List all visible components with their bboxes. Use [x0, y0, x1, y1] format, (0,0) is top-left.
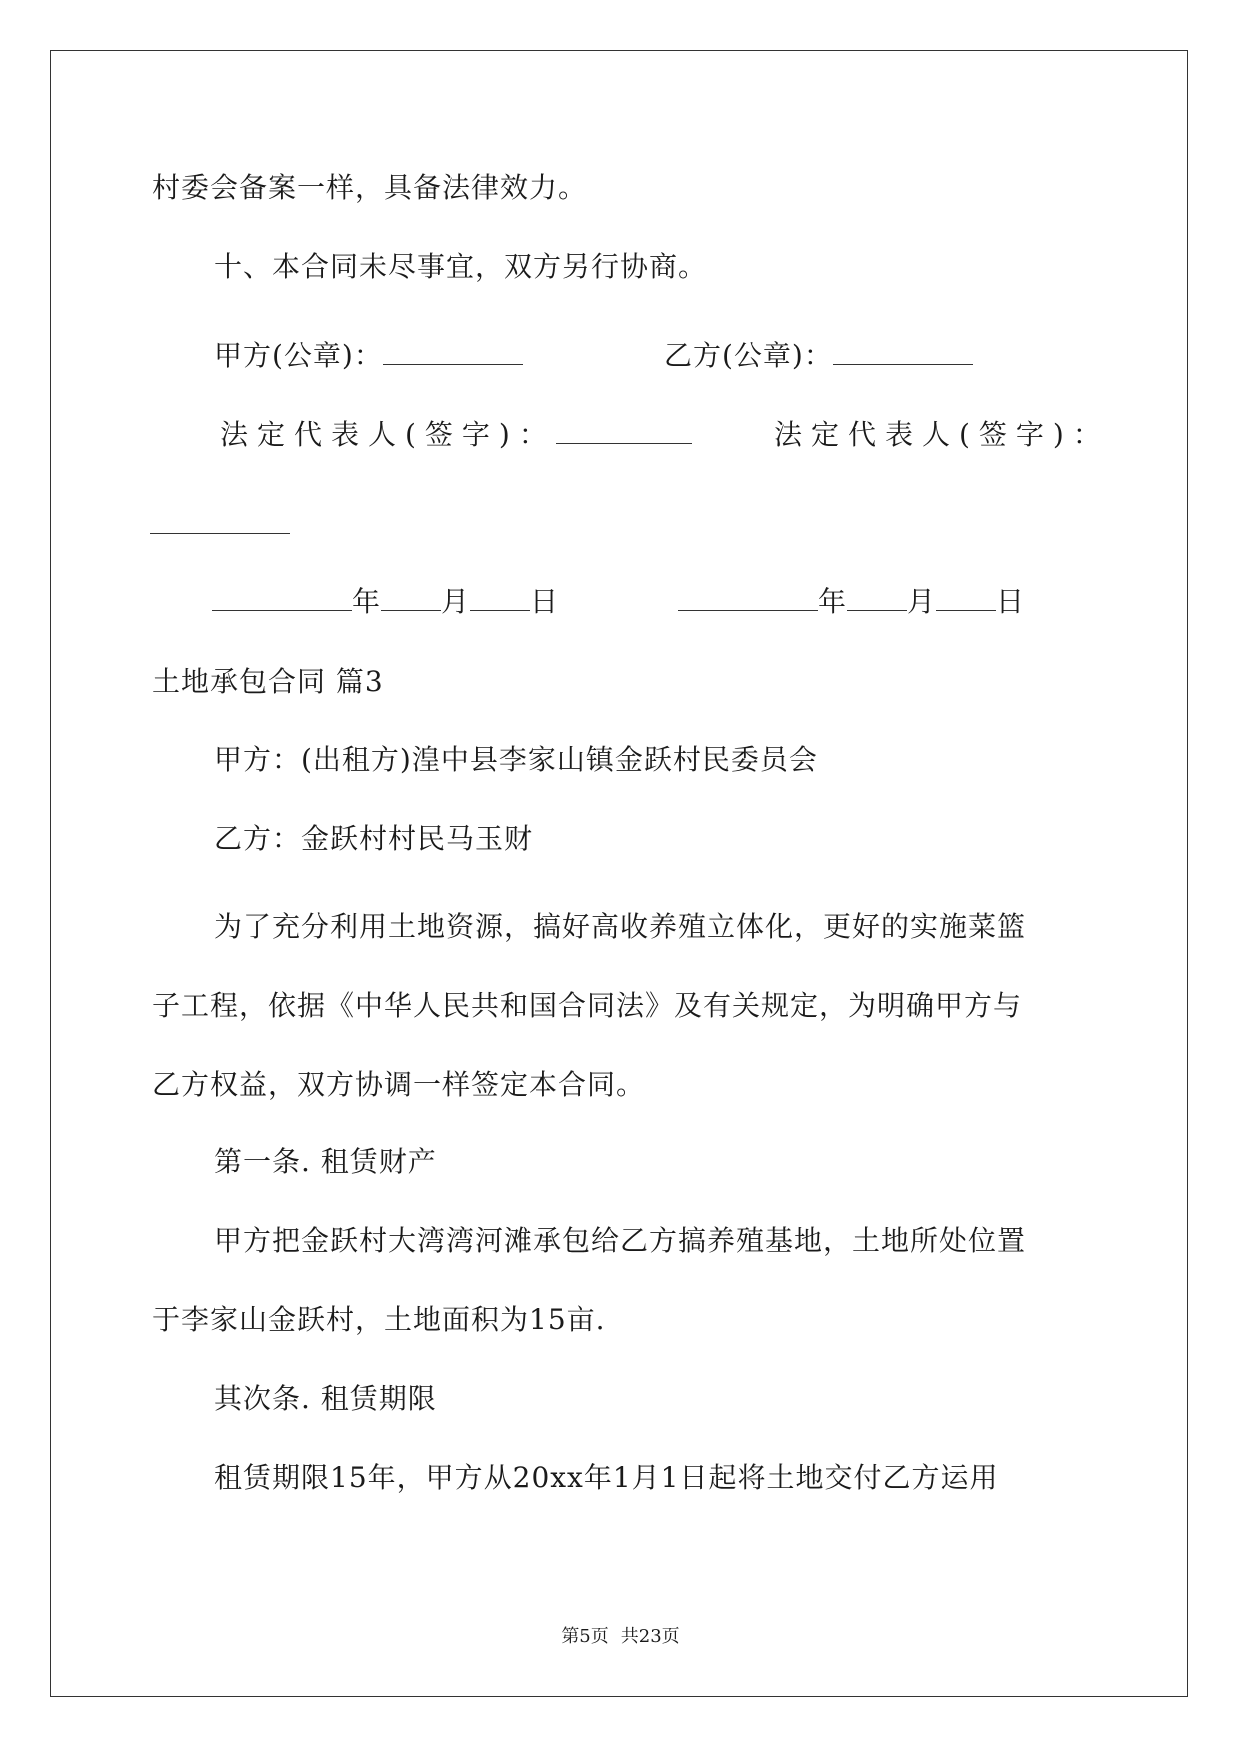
date-b-day-blank [936, 588, 996, 611]
date-b-year: 年 [818, 585, 848, 618]
party-a-seal-label: 甲方(公章)： [214, 339, 383, 372]
date-b-year-blank [678, 588, 818, 611]
page-number: 第5页 [561, 1626, 609, 1647]
paragraph-line: 为了充分利用土地资源，搞好高收养殖立体化，更好的实施菜篮 [214, 910, 1027, 943]
date-a-day-blank [470, 588, 530, 611]
text-line: 村委会备案一样，具备法律效力。 [152, 171, 588, 204]
party-b-seal-line [664, 336, 973, 376]
rep-b-line [150, 505, 290, 545]
paragraph-line: 乙方权益，双方协调一样签定本合同。 [152, 1068, 646, 1101]
rep-a-line [220, 415, 692, 455]
rep-a-label: 法定代表人(签字)： [220, 418, 556, 451]
paragraph-line: 于李家山金跃村，土地面积为15亩. [152, 1303, 606, 1336]
rep-b-label: 法定代表人(签字)： [774, 418, 1110, 451]
party-b-seal-label: 乙方(公章)： [664, 339, 833, 372]
party-b-seal-blank [833, 342, 973, 365]
date-b [678, 582, 1025, 622]
section-heading: 土地承包合同 篇3 [152, 665, 384, 698]
page-footer [0, 1625, 1241, 1649]
date-b-month: 月 [907, 585, 937, 618]
date-a-month: 月 [441, 585, 471, 618]
article-two-title: 其次条. 租赁期限 [214, 1382, 437, 1415]
clause-ten: 十、本合同未尽事宜，双方另行协商。 [214, 250, 708, 283]
article-one-title: 第一条. 租赁财产 [214, 1145, 437, 1178]
date-a-day: 日 [530, 585, 560, 618]
rep-b-blank [150, 511, 290, 534]
date-b-day: 日 [996, 585, 1026, 618]
page-total: 共23页 [620, 1626, 680, 1647]
date-a-month-blank [381, 588, 441, 611]
paragraph-line: 子工程，依据《中华人民共和国合同法》及有关规定，为明确甲方与 [152, 989, 1023, 1022]
date-a [212, 582, 559, 622]
party-a-info: 甲方：(出租方)湟中县李家山镇金跃村民委员会 [214, 743, 818, 776]
page-border [50, 50, 1188, 1697]
date-a-year: 年 [352, 585, 382, 618]
paragraph-line: 租赁期限15年，甲方从20xx年1月1日起将土地交付乙方运用 [214, 1461, 999, 1494]
date-a-year-blank [212, 588, 352, 611]
party-b-info: 乙方：金跃村村民马玉财 [214, 822, 534, 855]
paragraph-line: 甲方把金跃村大湾湾河滩承包给乙方搞养殖基地，土地所处位置 [214, 1224, 1027, 1257]
party-a-seal-line [214, 336, 523, 376]
rep-a-blank [556, 421, 692, 444]
party-a-seal-blank [383, 342, 523, 365]
date-b-month-blank [847, 588, 907, 611]
